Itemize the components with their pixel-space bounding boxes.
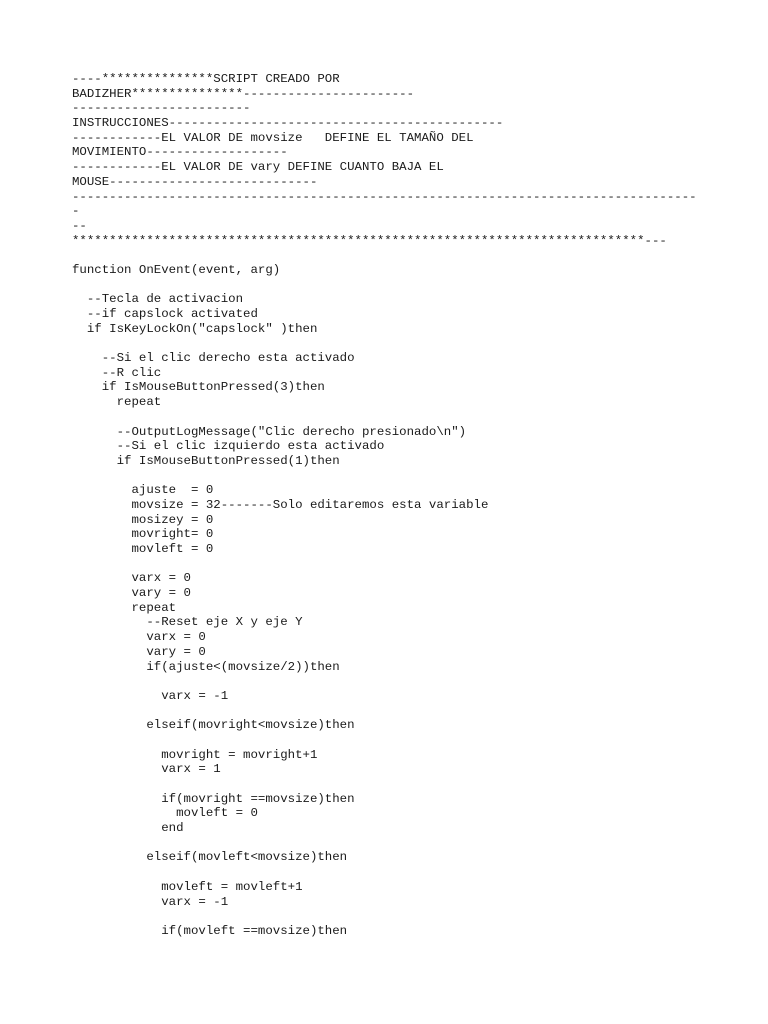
code-line: --OutputLogMessage("Clic derecho presionado\n") <box>72 424 467 439</box>
code-line: if(movright ==movsize)then <box>72 791 355 806</box>
code-line: movleft = movleft+1 <box>72 879 303 894</box>
code-line: varx = -1 <box>72 688 229 703</box>
code-line: varx = -1 <box>72 894 229 909</box>
code-line <box>72 704 712 719</box>
code-line: ajuste = 0 <box>72 483 214 498</box>
code-line: movleft = 0 <box>72 806 258 821</box>
code-line: movright = movright+1 <box>72 747 318 762</box>
code-line <box>72 865 712 880</box>
code-line: function OnEvent(event, arg) <box>72 262 281 277</box>
code-line: --Si el clic izquierdo esta activado <box>72 439 385 454</box>
code-line: -- <box>72 218 87 233</box>
code-line: MOUSE---------------------------- <box>72 174 318 189</box>
code-line <box>72 909 712 924</box>
code-line <box>72 733 712 748</box>
code-line: mosizey = 0 <box>72 512 214 527</box>
code-line <box>72 336 712 351</box>
code-line: --Tecla de activacion <box>72 292 244 307</box>
code-line: if IsMouseButtonPressed(3)then <box>72 380 325 395</box>
code-line: if(ajuste<(movsize/2))then <box>72 659 340 674</box>
code-line: ------------EL VALOR DE movsize DEFINE EL TAMAÑO DEL <box>72 130 474 145</box>
code-line: if(movleft ==movsize)then <box>72 923 348 938</box>
code-line <box>72 674 712 689</box>
code-line: movsize = 32-------Solo editaremos esta variable <box>72 497 489 512</box>
code-line: vary = 0 <box>72 586 191 601</box>
code-line: vary = 0 <box>72 644 206 659</box>
code-line: BADIZHER***************----------------------- <box>72 86 415 101</box>
code-line: MOVIMIENTO------------------- <box>72 145 288 160</box>
code-line <box>72 248 712 263</box>
code-line <box>72 557 712 572</box>
code-line: ------------------------ <box>72 101 251 116</box>
code-line: - <box>72 204 80 219</box>
code-line: ----***************SCRIPT CREADO POR <box>72 72 340 86</box>
code-line: movleft = 0 <box>72 542 214 556</box>
code-line: repeat <box>72 395 162 410</box>
code-line: ------------EL VALOR DE vary DEFINE CUANTO BAJA EL <box>72 160 444 175</box>
code-line: --if capslock activated <box>72 307 258 321</box>
code-line: end <box>72 821 184 836</box>
code-line <box>72 469 712 484</box>
code-line: if IsKeyLockOn("capslock" )then <box>72 321 318 336</box>
code-line <box>72 777 712 792</box>
code-line: if IsMouseButtonPressed(1)then <box>72 453 340 468</box>
code-line: --Si el clic derecho esta activado <box>72 351 355 366</box>
code-line: --R clic <box>72 365 162 380</box>
code-line <box>72 836 712 851</box>
code-line: elseif(movleft<movsize)then <box>72 850 348 865</box>
code-line: varx = 1 <box>72 762 221 777</box>
code-line <box>72 410 712 425</box>
code-line: varx = 0 <box>72 571 191 586</box>
script-code-block <box>72 72 712 939</box>
code-line: varx = 0 <box>72 630 206 645</box>
code-line: movright= 0 <box>72 527 214 542</box>
code-line: elseif(movright<movsize)then <box>72 718 355 733</box>
code-line: INSTRUCCIONES--------------------------------------------- <box>72 116 504 131</box>
code-line: --Reset eje X y eje Y <box>72 615 303 630</box>
code-line: repeat <box>72 600 177 615</box>
code-line: ------------------------------------------------------------------------------------ <box>72 189 697 204</box>
code-line: *****************************************************************************--- <box>72 233 667 248</box>
code-line <box>72 278 712 293</box>
